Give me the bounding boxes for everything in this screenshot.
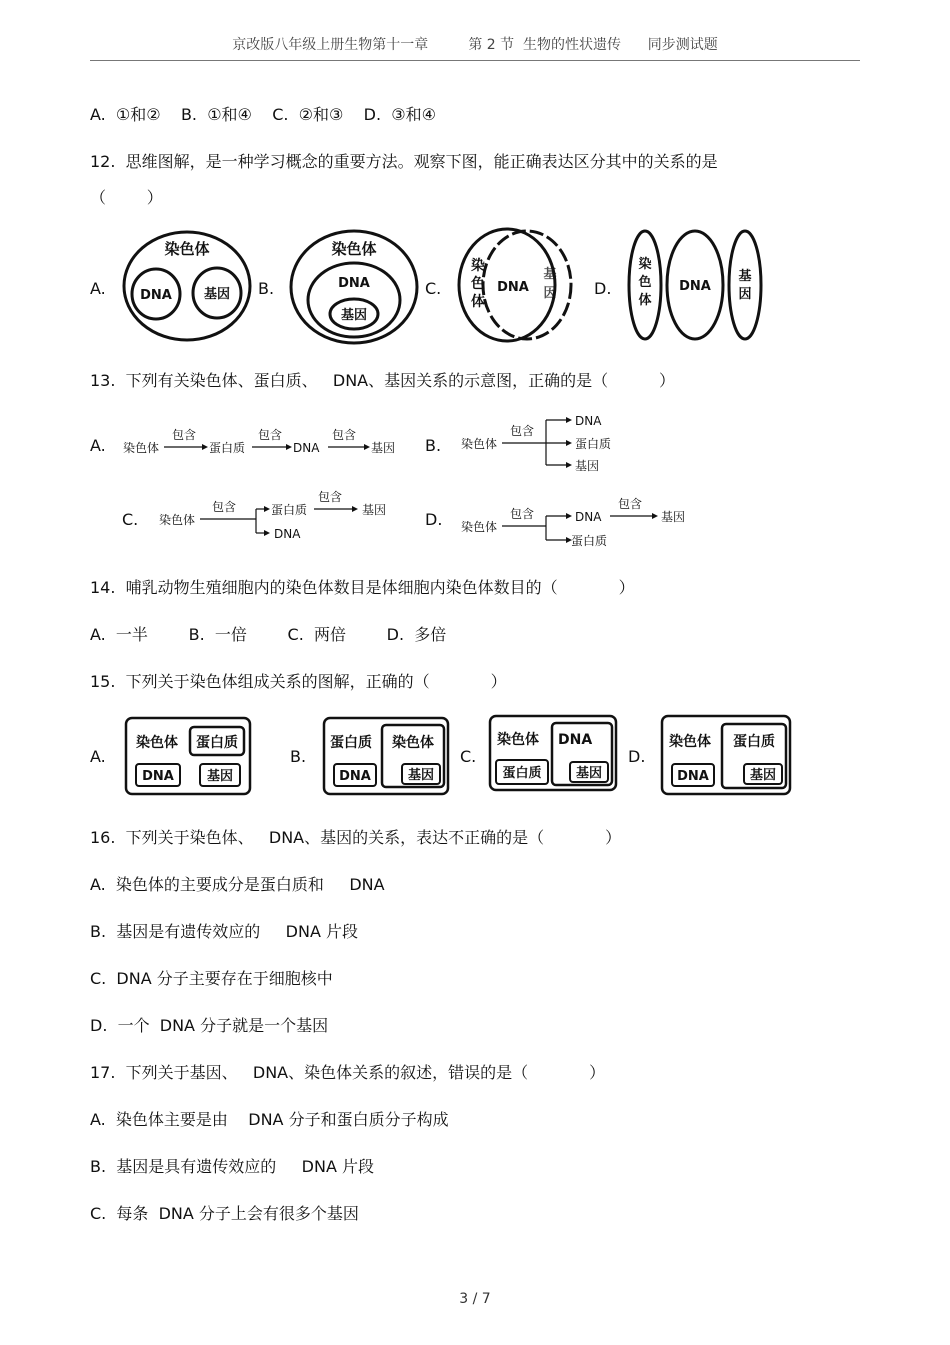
q12d-chromosome-char-1: 染: [638, 257, 652, 272]
q15a-dna: DNA: [142, 769, 174, 784]
q13b-dna: DNA: [575, 414, 602, 428]
q13-option-b-label: B.: [425, 436, 442, 455]
q12c-chromosome-char-1: 染: [471, 258, 485, 274]
q16-option-b: B. 基因是有遗传效应的 DNA 片段: [90, 922, 358, 941]
q15d-chromosome: 染色体: [669, 734, 711, 750]
q11-options: A. ①和② B. ①和④ C. ②和③ D. ③和④: [90, 105, 436, 124]
q13-stem: 13. 下列有关染色体、蛋白质、 DNA、基因关系的示意图，正确的是（ ）: [90, 371, 675, 390]
q15b-chromosome: 染色体: [392, 735, 434, 751]
q13d-contain-2: 包含: [618, 497, 643, 511]
q13a-contain-3: 包含: [332, 428, 357, 442]
page-header: 京改版八年级上册生物第十一章 第 2 节 生物的性状遗传 同步测试题: [90, 34, 860, 61]
q15-option-d-label: D.: [628, 747, 646, 766]
q13a-gene: 基因: [371, 441, 396, 455]
q13c-contain-2: 包含: [318, 490, 343, 504]
q12-stem: 12. 思维图解，是一种学习概念的重要方法。观察下图，能正确表达区分其中的关系的是: [90, 152, 718, 171]
q13c-chromosome: 染色体: [159, 513, 196, 527]
q16-option-c: C. DNA 分子主要存在于细胞核中: [90, 969, 333, 988]
q13c-gene: 基因: [362, 503, 387, 517]
q12c-gene-char-1: 基: [543, 267, 557, 282]
q13a-contain-2: 包含: [258, 428, 283, 442]
q15b-protein: 蛋白质: [330, 735, 372, 751]
q15-diagram-a: [124, 716, 254, 796]
q13-diagram-c: [156, 486, 396, 546]
q13a-chromosome: 染色体: [123, 441, 160, 455]
q13-diagram-b: [458, 408, 628, 476]
q15c-chromosome: 染色体: [497, 732, 539, 748]
q15a-chromosome: 染色体: [136, 735, 178, 751]
q15c-protein: 蛋白质: [502, 766, 542, 781]
q12d-chromosome-char-2: 色: [638, 275, 652, 290]
q15-diagram-b: [322, 716, 452, 796]
q13b-contain: 包含: [510, 424, 535, 438]
q12c-chromosome-char-2: 色: [471, 276, 485, 292]
q13c-dna: DNA: [274, 527, 301, 541]
q16-option-a: A. 染色体的主要成分是蛋白质和 DNA: [90, 875, 385, 894]
q12b-chromosome-text: 染色体: [331, 240, 377, 258]
q14-stem: 14. 哺乳动物生殖细胞内的染色体数目是体细胞内染色体数目的（ ）: [90, 578, 635, 597]
q15-diagram-c: [488, 714, 620, 794]
q13b-gene: 基因: [575, 459, 600, 473]
q15d-protein: 蛋白质: [733, 734, 775, 750]
q12b-dna-text: DNA: [338, 276, 370, 291]
q12d-gene-char-1: 基: [738, 269, 752, 284]
q13-option-d-label: D.: [425, 510, 443, 529]
q17-option-a: A. 染色体主要是由 DNA 分子和蛋白质分子构成: [90, 1110, 449, 1129]
q13-option-a-label: A.: [90, 436, 106, 455]
q13-diagram-d: [458, 494, 698, 552]
q15b-gene: 基因: [407, 768, 435, 783]
q12-diagram-b: [288, 227, 423, 345]
q16-stem: 16. 下列关于染色体、 DNA、基因的关系，表达不正确的是（ ）: [90, 828, 622, 847]
q15d-gene: 基因: [749, 768, 777, 783]
q12-option-a-label: A.: [90, 279, 106, 298]
q17-stem: 17. 下列关于基因、 DNA、染色体关系的叙述，错误的是（ ）: [90, 1063, 606, 1082]
q12d-dna-text: DNA: [679, 279, 711, 294]
q15-option-b-label: B.: [290, 747, 307, 766]
q12b-gene-text: 基因: [340, 308, 368, 323]
q12a-dna-text: DNA: [140, 288, 172, 303]
q13d-chromosome: 染色体: [461, 520, 498, 534]
q17-option-c: C. 每条 DNA 分子上会有很多个基因: [90, 1204, 359, 1223]
q13c-protein: 蛋白质: [271, 503, 308, 517]
q16-option-d: D. 一个 DNA 分子就是一个基因: [90, 1016, 329, 1035]
q15-stem: 15. 下列关于染色体组成关系的图解，正确的（ ）: [90, 672, 507, 691]
q13d-protein: 蛋白质: [571, 534, 608, 548]
q15c-gene: 基因: [575, 766, 603, 781]
q13-diagram-a: [120, 422, 410, 462]
q12a-chromosome-text: 染色体: [164, 240, 210, 258]
q15-option-c-label: C.: [460, 747, 477, 766]
q17-option-b: B. 基因是具有遗传效应的 DNA 片段: [90, 1157, 374, 1176]
q15-diagram-d: [660, 714, 794, 796]
q13a-protein: 蛋白质: [209, 441, 246, 455]
q12d-chromosome-char-3: 体: [638, 293, 652, 308]
q13a-dna: DNA: [293, 441, 320, 455]
q12-option-c-label: C.: [425, 279, 442, 298]
q15a-protein: 蛋白质: [196, 735, 238, 751]
q13c-contain-1: 包含: [212, 500, 237, 514]
q13d-dna: DNA: [575, 510, 602, 524]
q13d-contain-1: 包含: [510, 507, 535, 521]
q12-diagram-d: [626, 225, 766, 345]
q15-option-a-label: A.: [90, 747, 106, 766]
q15c-dna: DNA: [558, 732, 593, 748]
q13-option-c-label: C.: [122, 510, 139, 529]
q15d-dna: DNA: [677, 769, 709, 784]
q12-option-b-label: B.: [258, 279, 275, 298]
q13d-gene: 基因: [661, 510, 686, 524]
q12c-chromosome-char-3: 体: [471, 294, 485, 310]
q13b-protein: 蛋白质: [575, 437, 612, 451]
page-number: 3 / 7: [459, 1291, 491, 1307]
q13a-contain-1: 包含: [172, 428, 197, 442]
q12-option-d-label: D.: [594, 279, 612, 298]
q12-diagram-c: [455, 225, 575, 345]
q13b-chromosome: 染色体: [461, 437, 498, 451]
q12a-gene-text: 基因: [203, 287, 231, 302]
q15b-dna: DNA: [339, 769, 371, 784]
q12-diagram-a: [120, 227, 255, 345]
q12c-dna-text: DNA: [497, 280, 529, 295]
q12c-gene-char-2: 因: [543, 286, 557, 301]
q12-answer-paren: （ ）: [90, 188, 163, 207]
q14-options: A. 一半 B. 一倍 C. 两倍 D. 多倍: [90, 625, 447, 644]
q12d-gene-char-2: 因: [738, 287, 752, 302]
q15a-gene: 基因: [206, 769, 234, 784]
